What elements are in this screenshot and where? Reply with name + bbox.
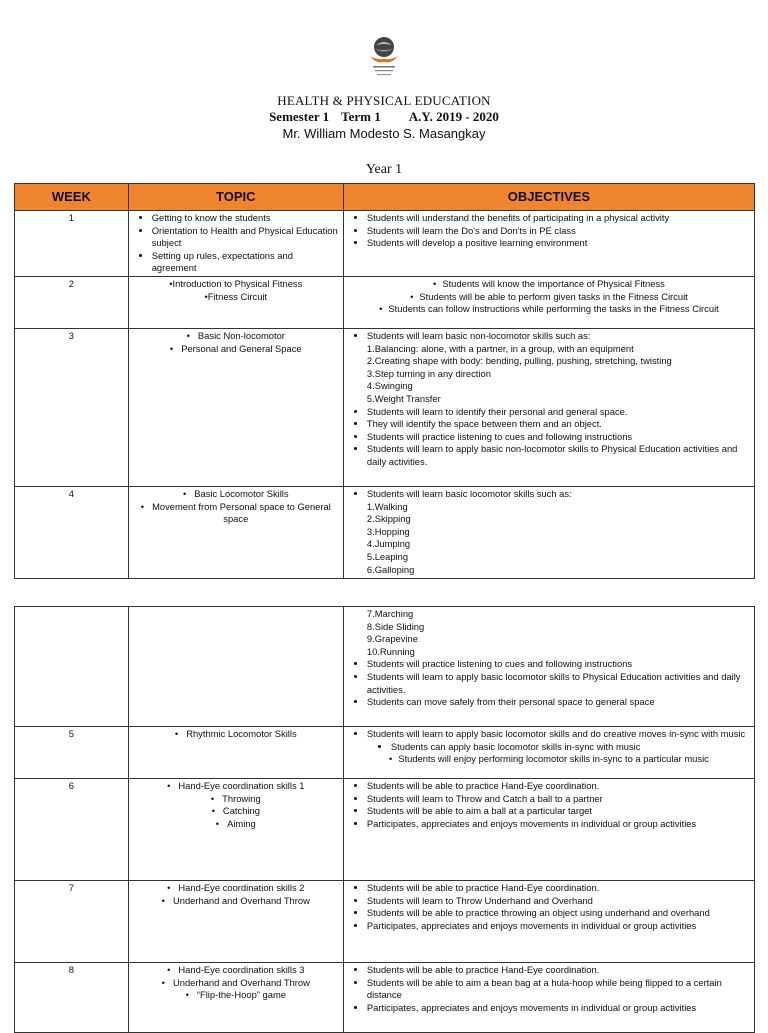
- skill-item: 6.Galloping: [366, 563, 415, 575]
- objective-item: • Students will develop a positive learning environment: [367, 237, 751, 250]
- table-row: [15, 607, 755, 727]
- objectives-cell: [343, 211, 754, 277]
- topic-cell: [128, 607, 343, 727]
- skill-item: 5.Weight Transfer: [366, 392, 441, 404]
- skill-item: 1.Balancing: alone, with a partner, in a group, with an equipment: [366, 342, 634, 354]
- year-level: Year 1: [365, 162, 403, 177]
- objective-item: • Students will learn to apply basic locomotor skills and do creative moves in-sync with music: [367, 728, 751, 741]
- skill-item: 10.Running: [366, 645, 415, 657]
- objective-item: • Students can move safely from their personal space to general space: [367, 696, 751, 709]
- table-row: [15, 727, 755, 779]
- skill-item: 4.Jumping: [366, 538, 411, 550]
- skill-item: 2.Creating shape with body: bending, pulling, pushing, stretching, twisting: [366, 355, 672, 367]
- curriculum-table-page1: [14, 183, 755, 579]
- week-cell: 6: [15, 779, 129, 881]
- table-row: [15, 276, 755, 328]
- semester-line: [0, 109, 768, 125]
- topic-item: • Basic Locomotor Skills: [132, 488, 340, 501]
- objective-item: • Students will learn basic non-locomotor skills such as:: [367, 330, 751, 343]
- topic-item: • “Flip-the-Hoop” game: [132, 989, 340, 1002]
- objective-item: • Students will learn to Throw and Catch a ball to a partner: [367, 793, 751, 806]
- subject-title: HEALTH & PHYSICAL EDUCATION: [277, 93, 491, 108]
- table-row: [15, 963, 755, 1033]
- objective-item: • Students will be able to perform given tasks in the Fitness Circuit: [347, 291, 751, 304]
- week-cell: 3: [15, 328, 129, 486]
- objectives-cell: [343, 276, 754, 328]
- topic-item: •Fitness Circuit: [204, 290, 268, 302]
- objective-item: • Students will understand the benefits of participating in a physical activity: [367, 212, 751, 225]
- curriculum-table-page2: [14, 606, 755, 1033]
- week-cell: 7: [15, 881, 129, 963]
- objective-item: • Students will practice listening to cues and following instructions: [367, 431, 751, 444]
- objective-item: • Students will know the importance of Physical Fitness: [347, 278, 751, 291]
- objectives-cell: [343, 607, 754, 727]
- objective-item: • Students will be able to practice Hand-Eye coordination.: [367, 780, 751, 793]
- objective-item: • Students can follow instructions while performing the tasks in the Fitness Circuit: [347, 303, 751, 316]
- table-row: [15, 328, 755, 486]
- topic-cell: [128, 727, 343, 779]
- skill-item: 5.Leaping: [366, 550, 409, 562]
- objective-item: • Students will learn to Throw Underhand and Overhand: [367, 895, 751, 908]
- objective-item: • Students will learn the Do's and Don'ts in PE class: [367, 225, 751, 238]
- skill-item: 7.Marching: [366, 608, 414, 619]
- skill-item: 9.Grapevine: [366, 633, 418, 645]
- objective-item: • Students will be able to practice Hand-Eye coordination.: [367, 964, 751, 977]
- week-cell: 5: [15, 727, 129, 779]
- objective-item: • Students will be able to practice throwing an object using underhand and overhand: [367, 907, 751, 920]
- skill-item: 3.Step turning in any direction: [366, 367, 491, 379]
- objective-item: • Students will be able to aim a bean bag at a hula-hoop while being flipped to a certain distance: [367, 977, 751, 1002]
- objective-item: • Participates, appreciates and enjoys movements in individual or group activities: [367, 818, 751, 831]
- skill-item: 4.Swinging: [366, 380, 413, 392]
- table-header-row: [15, 184, 755, 211]
- topic-item: • Rhythmic Locomotor Skills: [132, 728, 340, 741]
- skill-item: 8.Side Sliding: [366, 620, 425, 632]
- topic-item: • Getting to know the students: [152, 212, 340, 225]
- skill-item: 2.Skipping: [366, 513, 411, 525]
- topic-item: • Aiming: [132, 818, 340, 831]
- table-row: [15, 881, 755, 963]
- topic-cell: [128, 328, 343, 486]
- topic-item: • Orientation to Health and Physical Education subject: [152, 225, 340, 250]
- objective-item: • Students will learn basic locomotor skills such as:: [367, 488, 751, 501]
- week-cell: [15, 607, 129, 727]
- topic-item: • Hand-Eye coordination skills 1: [132, 780, 340, 793]
- objectives-cell: [343, 486, 754, 578]
- objective-item: • Participates, appreciates and enjoys movements in individual or group activities: [367, 920, 751, 933]
- teacher-name: Mr. William Modesto S. Masangkay: [282, 126, 486, 141]
- topic-item: • Underhand and Overhand Throw: [132, 895, 340, 908]
- semester-label: Semester 1: [269, 109, 330, 124]
- column-header-objectives: OBJECTIVES: [343, 184, 754, 211]
- week-cell: 4: [15, 486, 129, 578]
- column-header-week: WEEK: [15, 184, 129, 211]
- objective-item: • Students will enjoy performing locomotor skills in-sync to a particular music: [347, 753, 751, 766]
- week-cell: 8: [15, 963, 129, 1033]
- objective-item: • Students will learn to apply basic locomotor skills to Physical Education activities and daily activities.: [367, 671, 751, 696]
- objectives-cell: [343, 779, 754, 881]
- week-cell: 1: [15, 211, 129, 277]
- topic-item: • Catching: [132, 805, 340, 818]
- skill-item: 3.Hopping: [366, 525, 410, 537]
- topic-cell: [128, 779, 343, 881]
- topic-cell: [128, 211, 343, 277]
- school-logo-icon: [366, 34, 402, 86]
- topic-item: • Hand-Eye coordination skills 2: [132, 882, 340, 895]
- topic-cell: [128, 486, 343, 578]
- objectives-cell: [343, 727, 754, 779]
- topic-item: • Setting up rules, expectations and agreement: [152, 250, 340, 275]
- topic-item: • Underhand and Overhand Throw: [132, 977, 340, 990]
- table-row: [15, 779, 755, 881]
- objectives-cell: [343, 881, 754, 963]
- term-label: Term 1: [341, 109, 381, 124]
- objective-item: • Students can apply basic locomotor skills in-sync with music: [391, 741, 751, 754]
- topic-cell: [128, 276, 343, 328]
- topic-item: • Personal and General Space: [132, 343, 340, 356]
- table-row: [15, 211, 755, 277]
- objective-item: • Students will be able to aim a ball at a particular target: [367, 805, 751, 818]
- topic-item: •Introduction to Physical Fitness: [169, 277, 303, 289]
- topic-item: • Throwing: [132, 793, 340, 806]
- table-row: [15, 486, 755, 578]
- week-cell: 2: [15, 276, 129, 328]
- objectives-cell: [343, 328, 754, 486]
- objective-item: • Students will practice listening to cues and following instructions: [367, 658, 751, 671]
- objective-item: • Participates, appreciates and enjoys movements in individual or group activities: [367, 1002, 751, 1015]
- topic-cell: [128, 963, 343, 1033]
- objective-item: • They will identify the space between them and an object.: [367, 418, 751, 431]
- column-header-topic: TOPIC: [128, 184, 343, 211]
- objective-item: • Students will learn to apply basic non-locomotor skills to Physical Education activities and daily activities.: [367, 443, 751, 468]
- topic-item: • Basic Non-locomotor: [132, 330, 340, 343]
- topic-cell: [128, 881, 343, 963]
- objective-item: • Students will learn to identify their personal and general space.: [367, 406, 751, 419]
- objective-item: • Students will be able to practice Hand-Eye coordination.: [367, 882, 751, 895]
- skill-item: 1.Walking: [366, 500, 408, 512]
- topic-item: • Movement from Personal space to General space: [132, 501, 340, 526]
- objectives-cell: [343, 963, 754, 1033]
- academic-year: A.Y. 2019 - 2020: [408, 109, 499, 124]
- topic-item: • Hand-Eye coordination skills 3: [132, 964, 340, 977]
